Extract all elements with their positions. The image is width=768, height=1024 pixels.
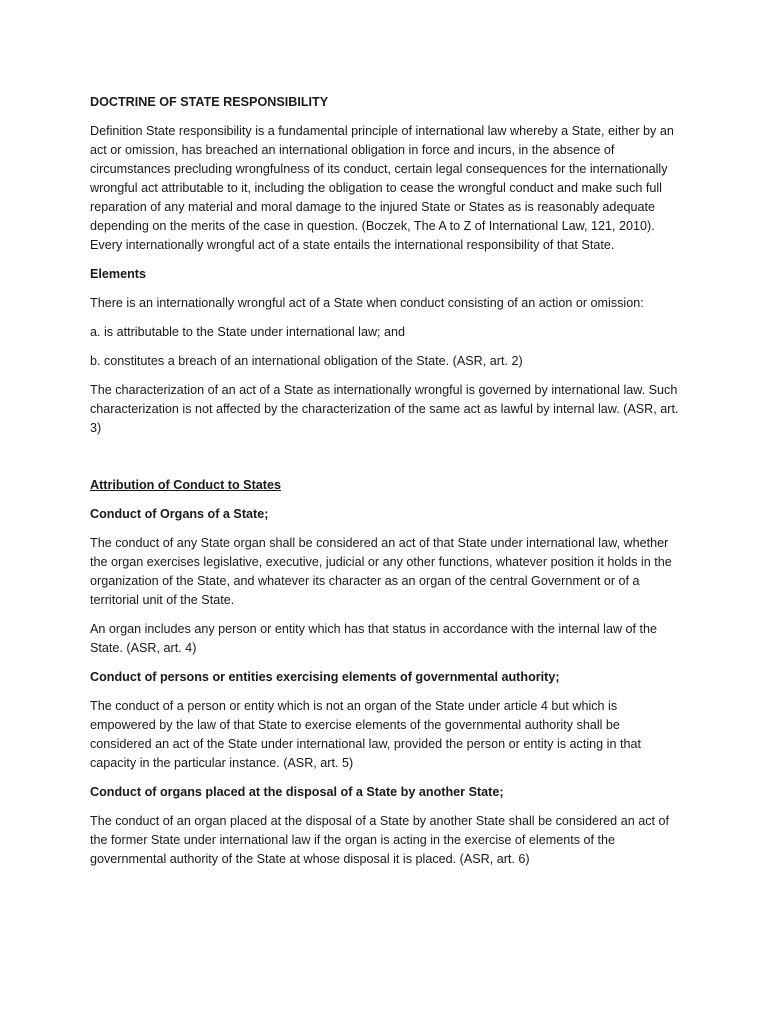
element-a: a. is attributable to the State under international law; and — [90, 325, 406, 339]
element-b: b. constitutes a breach of an international obligation of the State. (ASR, art. 2) — [90, 354, 523, 368]
persons-heading: Conduct of persons or entities exercising elements of governmental authority; — [90, 670, 560, 684]
attribution-heading: Attribution of Conduct to States — [90, 478, 281, 492]
organs-heading: Conduct of Organs of a State; — [90, 507, 269, 521]
characterization-paragraph: The characterization of an act of a State as internationally wrongful is governed by international law. Such characterization is not affected by the characterization of the same act as lawful by internal law. (ASR, art. 3) — [90, 383, 679, 435]
document-title: DOCTRINE OF STATE RESPONSIBILITY — [90, 95, 329, 109]
organ-definition-paragraph: An organ includes any person or entity which has that status in accordance with the internal law of the State. (ASR, art. 4) — [90, 622, 658, 655]
persons-paragraph: The conduct of a person or entity which is not an organ of the State under article 4 but which is empowered by the law of that State to exercise elements of the governmental authority shall be considered an act of the State under international law, provided the person or entity is acting in that capacity in the particular instance. (ASR, art. 5) — [90, 699, 641, 770]
disposal-paragraph: The conduct of an organ placed at the disposal of a State by another State shall be considered an act of the former State under international law if the organ is acting in the exercise of elements of the governmental authority of the State at whose disposal it is placed. (ASR, art. 6) — [90, 814, 669, 866]
elements-heading: Elements — [90, 267, 146, 281]
disposal-heading: Conduct of organs placed at the disposal of a State by another State; — [90, 785, 504, 799]
organs-paragraph: The conduct of any State organ shall be considered an act of that State under international law, whether the organ exercises legislative, executive, judicial or any other functions, whatever position it holds in the organization of the State, and whatever its character as an organ of the central Government or of a territorial unit of the State. — [90, 536, 672, 607]
elements-intro: There is an internationally wrongful act of a State when conduct consisting of an action or omission: — [90, 296, 644, 310]
document-page — [90, 93, 682, 879]
definition-paragraph: Definition State responsibility is a fundamental principle of international law whereby a State, either by an act or omission, has breached an international obligation in force and incurs, in the absence of circumstances precluding wrongfulness of its conduct, certain legal consequences for the internationally wrongful act attributable to it, including the obligation to cease the wrongful conduct and make such full reparation of any material and moral damage to the injured State or States as is reasonably adequate depending on the merits of the case in question. (Boczek, The A to Z of International Law, 121, 2010). Every internationally wrongful act of a state entails the international responsibility of that State. — [90, 124, 674, 252]
